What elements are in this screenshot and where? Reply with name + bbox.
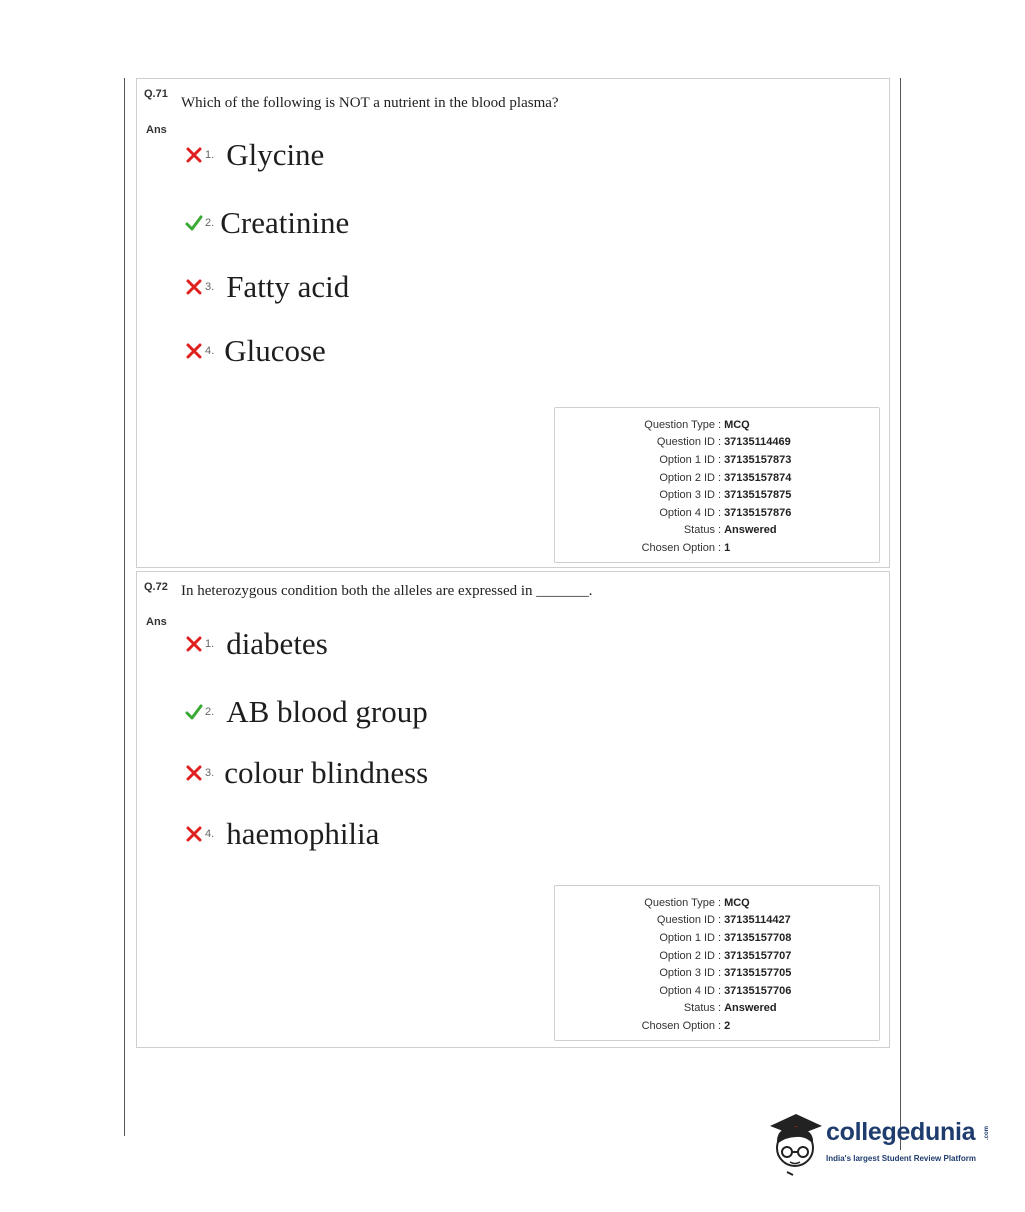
info-row: Option 4 ID : 37135157876 — [659, 506, 792, 519]
wrong-icon — [185, 146, 203, 164]
option-number: 3. — [205, 281, 215, 293]
option-text: Glucose — [224, 333, 326, 368]
option-text: Creatinine — [220, 205, 350, 240]
question-text: Which of the following is NOT a nutrient in the blood plasma? — [181, 95, 559, 111]
info-row: Status : Answered — [683, 524, 777, 537]
option-text: colour blindness — [224, 755, 429, 790]
option-item — [185, 626, 328, 662]
info-row: Option 3 ID : 37135157705 — [659, 967, 792, 980]
question-number: Q.72 — [144, 581, 168, 593]
option-number: 3. — [205, 767, 215, 779]
check-icon — [185, 703, 203, 721]
option-item — [185, 205, 349, 241]
logo-suffix: .com — [984, 1126, 990, 1141]
option-item — [185, 816, 379, 852]
option-number: 2. — [205, 217, 215, 229]
wrong-icon — [185, 635, 203, 653]
right-rule — [900, 78, 901, 1150]
info-row: Question ID : 37135114427 — [656, 914, 791, 927]
question-card — [136, 78, 890, 568]
info-row: Option 2 ID : 37135157874 — [659, 471, 792, 484]
info-row: Option 2 ID : 37135157707 — [659, 949, 792, 962]
info-row: Question ID : 37135114469 — [656, 436, 791, 449]
option-number: 1. — [205, 149, 215, 161]
option-item — [185, 137, 324, 173]
option-number: 2. — [205, 706, 215, 718]
option-number: 4. — [205, 345, 215, 357]
option-number: 1. — [205, 638, 215, 650]
collegedunia-logo[interactable] — [766, 1104, 996, 1176]
check-icon — [185, 214, 203, 232]
info-row: Option 1 ID : 37135157708 — [659, 931, 792, 944]
question-text: In heterozygous condition both the alleles are expressed in _______. — [181, 583, 593, 599]
info-row: Status : Answered — [683, 1002, 777, 1015]
question-info-panel — [554, 885, 880, 1041]
option-item — [185, 694, 428, 730]
info-row: Option 3 ID : 37135157875 — [659, 489, 792, 502]
info-row: Question Type : MCQ — [644, 418, 750, 431]
ans-label: Ans — [146, 616, 167, 628]
logo-tagline: India's largest Student Review Platform — [826, 1154, 976, 1163]
info-row: Option 1 ID : 37135157873 — [659, 453, 792, 466]
info-row: Chosen Option : 1 — [641, 541, 731, 554]
option-text: haemophilia — [226, 816, 380, 851]
question-card — [136, 571, 890, 1048]
wrong-icon — [185, 764, 203, 782]
logo-wordmark: collegedunia — [826, 1118, 976, 1146]
option-item — [185, 269, 349, 305]
info-row: Option 4 ID : 37135157706 — [659, 984, 792, 997]
left-rule — [124, 78, 125, 1136]
ans-label: Ans — [146, 124, 167, 136]
option-text: Fatty acid — [226, 269, 350, 304]
question-number: Q.71 — [144, 88, 168, 100]
info-row: Question Type : MCQ — [644, 896, 750, 909]
wrong-icon — [185, 342, 203, 360]
option-text: AB blood group — [226, 694, 428, 729]
wrong-icon — [185, 825, 203, 843]
option-item — [185, 333, 326, 369]
question-info-panel — [554, 407, 880, 563]
option-number: 4. — [205, 828, 215, 840]
wrong-icon — [185, 278, 203, 296]
info-row: Chosen Option : 2 — [641, 1019, 731, 1032]
option-text: diabetes — [226, 626, 328, 661]
mascot-icon — [766, 1104, 824, 1176]
option-item — [185, 755, 428, 791]
option-text: Glycine — [226, 137, 325, 172]
